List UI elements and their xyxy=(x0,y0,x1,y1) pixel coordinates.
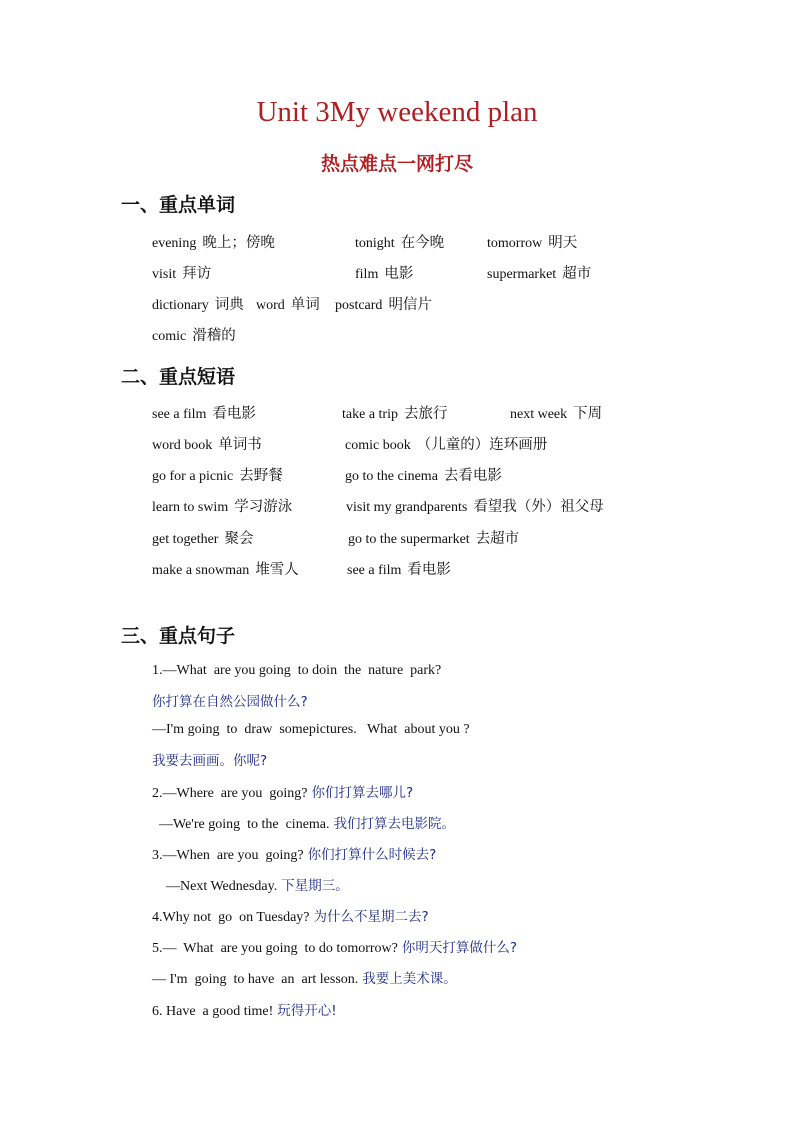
phrases-entry xyxy=(347,558,451,579)
entry-chinese: 晚上；傍晚 xyxy=(202,235,275,251)
entry-english: tomorrow xyxy=(487,236,543,251)
sentence-line xyxy=(152,781,413,802)
words-row xyxy=(152,262,752,284)
entry-chinese: （儿童的）连环画册 xyxy=(416,437,548,453)
page-title: Unit 3My weekend plan xyxy=(256,96,538,128)
sentence-chinese: 你明天打算做什么? xyxy=(401,940,518,956)
phrases-entry xyxy=(345,433,547,454)
entry-english: dictionary xyxy=(152,298,209,313)
sentence-english: 3.—When are you going? xyxy=(152,848,304,863)
sentence-chinese: 玩得开心! xyxy=(277,1003,337,1019)
entry-chinese: 滑稽的 xyxy=(192,328,236,344)
sentence-line xyxy=(152,749,267,769)
phrases-entry xyxy=(152,402,256,423)
entry-chinese: 去野餐 xyxy=(239,468,283,484)
phrases-entry xyxy=(152,558,299,579)
phrases-entry xyxy=(342,402,447,423)
entry-chinese: 去旅行 xyxy=(403,406,448,422)
sentence-chinese: 下星期三。 xyxy=(281,878,349,894)
sentence-english: — I'm going to have an art lesson. xyxy=(152,972,359,987)
entry-english: postcard xyxy=(335,298,383,313)
entry-chinese: 去看电影 xyxy=(443,468,502,484)
sentence-chinese: 你打算在自然公园做什么? xyxy=(152,694,308,710)
sentence-chinese: 我要去画画。你呢? xyxy=(152,753,268,769)
section-heading-phrases: 二、重点短语 xyxy=(121,366,236,388)
sentence-line xyxy=(152,662,441,679)
sentence-english: —Next Wednesday. xyxy=(152,879,278,894)
entry-english: see a film xyxy=(152,407,207,422)
entry-english: comic xyxy=(152,329,187,344)
phrases-row xyxy=(152,464,752,486)
sentence-line xyxy=(152,967,457,988)
entry-chinese: 明信片 xyxy=(388,297,432,313)
entry-chinese: 聚会 xyxy=(224,531,254,547)
sentence-english: 1.—What are you going to doin the nature park? xyxy=(152,663,442,678)
entry-english: next week xyxy=(510,407,568,422)
sentence-chinese: 为什么不星期二去? xyxy=(313,909,429,925)
words-entry xyxy=(152,324,236,345)
sentence-english: —I'm going to draw somepictures. What about you ? xyxy=(152,722,470,737)
entry-chinese: 单词 xyxy=(290,297,320,313)
entry-english: comic book xyxy=(345,438,411,453)
entry-chinese: 拜访 xyxy=(182,266,212,282)
entry-english: learn to swim xyxy=(152,500,229,515)
phrases-entry xyxy=(510,402,602,423)
sentence-chinese: 我们打算去电影院。 xyxy=(333,816,456,832)
sentence-line xyxy=(152,874,349,895)
words-entry xyxy=(152,262,211,283)
phrases-entry xyxy=(152,464,283,485)
words-row xyxy=(152,293,752,315)
phrases-entry xyxy=(345,464,502,485)
phrases-row xyxy=(152,527,752,549)
sentence-line xyxy=(152,843,436,864)
words-entry xyxy=(487,231,577,252)
words-entry xyxy=(152,293,244,314)
phrases-entry xyxy=(152,433,262,454)
entry-english: go to the supermarket xyxy=(348,532,470,547)
phrases-entry xyxy=(348,527,519,548)
sentence-english: 2.—Where are you going? xyxy=(152,786,308,801)
entry-english: evening xyxy=(152,236,197,251)
words-entry xyxy=(487,262,591,283)
entry-english: supermarket xyxy=(487,267,557,282)
entry-chinese: 单词书 xyxy=(218,437,262,453)
words-entry xyxy=(335,293,432,314)
words-row xyxy=(152,231,752,253)
phrases-entry xyxy=(152,527,253,548)
words-row xyxy=(152,324,752,346)
sentence-line xyxy=(152,690,308,710)
sentence-english: 5.— What are you going to do tomorrow? xyxy=(152,941,398,956)
words-entry xyxy=(256,293,320,314)
entry-english: take a trip xyxy=(342,407,398,422)
sentence-english: 6. Have a good time! xyxy=(152,1004,274,1019)
entry-chinese: 电影 xyxy=(384,266,414,282)
sentence-line xyxy=(152,936,517,957)
phrases-row xyxy=(152,433,752,455)
entry-english: visit my grandparents xyxy=(346,500,468,515)
sentence-line xyxy=(152,721,470,738)
sentence-english: —We're going to the cinema. xyxy=(152,817,330,832)
entry-chinese: 堆雪人 xyxy=(255,562,299,578)
entry-english: go for a picnic xyxy=(152,469,234,484)
sentence-chinese: 你们打算什么时候去? xyxy=(307,847,437,863)
entry-chinese: 在今晚 xyxy=(400,235,445,251)
words-entry xyxy=(152,231,275,252)
entry-english: get together xyxy=(152,532,219,547)
phrases-entry xyxy=(346,495,604,516)
entry-chinese: 看望我（外）祖父母 xyxy=(473,499,604,515)
entry-chinese: 看电影 xyxy=(407,562,451,578)
entry-chinese: 去超市 xyxy=(475,531,520,547)
sentence-line xyxy=(152,999,337,1020)
entry-english: tonight xyxy=(355,236,395,251)
entry-chinese: 超市 xyxy=(562,266,592,282)
entry-english: make a snowman xyxy=(152,563,250,578)
sentence-chinese: 你们打算去哪儿? xyxy=(311,785,414,801)
phrases-row xyxy=(152,402,752,424)
sentence-line xyxy=(152,905,429,926)
phrases-row xyxy=(152,495,752,517)
entry-chinese: 看电影 xyxy=(212,406,256,422)
entry-english: see a film xyxy=(347,563,402,578)
entry-english: word book xyxy=(152,438,213,453)
entry-chinese: 明天 xyxy=(548,235,578,251)
entry-chinese: 学习游泳 xyxy=(234,499,293,515)
words-entry xyxy=(355,262,413,283)
section-heading-sentences: 三、重点句子 xyxy=(121,625,236,647)
sentence-english: 4.Why not go on Tuesday? xyxy=(152,910,310,925)
section-heading-words: 一、重点单词 xyxy=(121,194,236,216)
phrases-row xyxy=(152,558,752,580)
entry-english: go to the cinema xyxy=(345,469,438,484)
page-subtitle: 热点难点一网打尽 xyxy=(320,153,473,175)
entry-english: film xyxy=(355,267,379,282)
entry-chinese: 下周 xyxy=(573,406,603,422)
sentence-chinese: 我要上美术课。 xyxy=(362,971,457,987)
phrases-entry xyxy=(152,495,292,516)
entry-chinese: 词典 xyxy=(214,297,244,313)
entry-english: word xyxy=(256,298,285,313)
entry-english: visit xyxy=(152,267,177,282)
words-entry xyxy=(355,231,444,252)
sentence-line xyxy=(152,812,455,833)
